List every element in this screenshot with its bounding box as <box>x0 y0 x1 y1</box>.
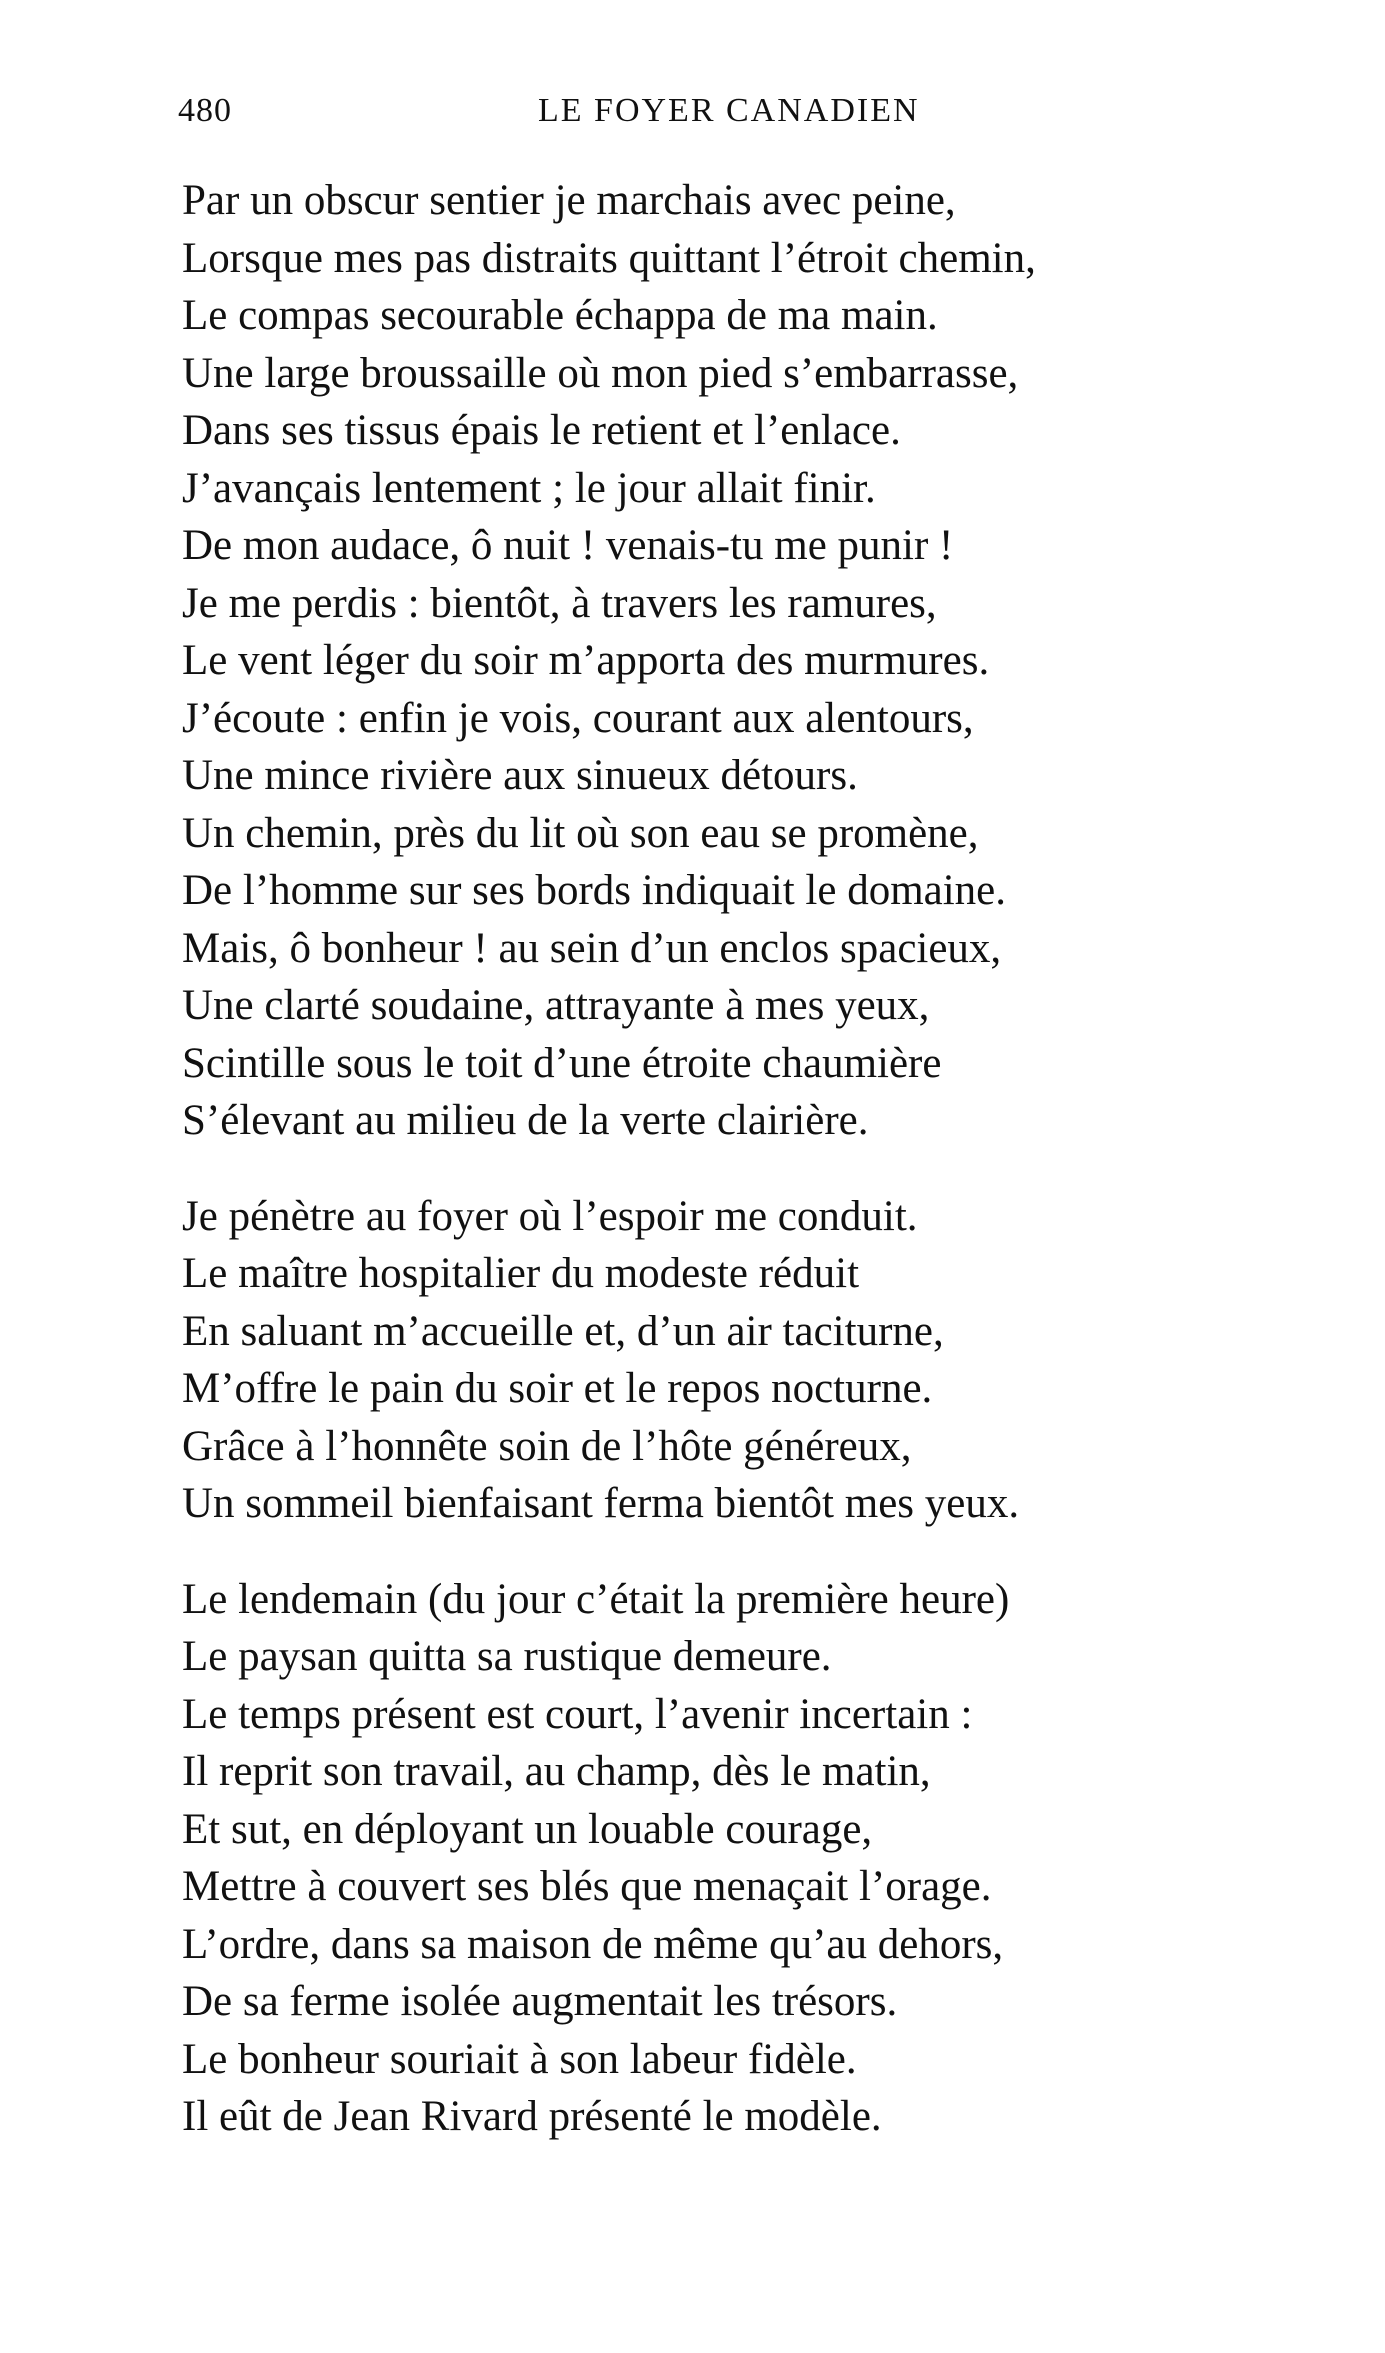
verse-line: Je pénètre au foyer où l’espoir me conduit. <box>182 1192 918 1240</box>
verse-line: Le temps présent est court, l’avenir incertain : <box>182 1690 973 1738</box>
verse-line: De l’homme sur ses bords indiquait le domaine. <box>182 867 1007 914</box>
verse-line: Dans ses tissus épais le retient et l’enlace. <box>182 407 901 454</box>
running-title: LE FOYER CANADIEN <box>538 92 920 129</box>
verse-line: Une clarté soudaine, attrayante à mes yeux, <box>182 982 930 1029</box>
verse-line: De mon audace, ô nuit ! venais-tu me punir ! <box>182 522 954 569</box>
stanza-2 <box>182 1188 1302 1533</box>
verse-line: J’écoute : enfin je vois, courant aux alentours, <box>182 694 974 742</box>
verse-line: Grâce à l’honnête soin de l’hôte généreux, <box>182 1422 912 1470</box>
verse-line: Une large broussaille où mon pied s’embarrasse, <box>182 349 1019 397</box>
verse-line: Le bonheur souriait à son labeur fidèle. <box>182 2035 857 2083</box>
page-number: 480 <box>178 92 232 129</box>
verse-line: Scintille sous le toit d’une étroite chaumière <box>182 1039 942 1087</box>
verse-line: Le lendemain (du jour c’était la première heure) <box>182 1575 1010 1623</box>
verse-line: Un sommeil bienfaisant ferma bientôt mes yeux. <box>182 1480 1020 1527</box>
verse-line: Le maître hospitalier du modeste réduit <box>182 1250 860 1297</box>
verse-line: Il eût de Jean Rivard présenté le modèle. <box>182 2093 882 2140</box>
verse-line: En saluant m’accueille et, d’un air taciturne, <box>182 1307 944 1355</box>
running-head <box>178 92 1198 142</box>
verse-line: Une mince rivière aux sinueux détours. <box>182 752 858 799</box>
verse-line: Le compas secourable échappa de ma main. <box>182 292 938 339</box>
verse-line: De sa ferme isolée augmentait les trésors. <box>182 1978 898 2025</box>
verse-line: Mettre à couvert ses blés que menaçait l’orage. <box>182 1863 992 1910</box>
poem <box>182 172 1302 2146</box>
verse-line: Le vent léger du soir m’apporta des murmures. <box>182 637 990 684</box>
verse-line: Par un obscur sentier je marchais avec peine, <box>182 177 956 224</box>
verse-line: Lorsque mes pas distraits quittant l’étroit chemin, <box>182 234 1036 282</box>
verse-line: Il reprit son travail, au champ, dès le matin, <box>182 1748 931 1795</box>
stanza-1 <box>182 172 1302 1150</box>
verse-line: Et sut, en déployant un louable courage, <box>182 1805 873 1853</box>
verse-line: S’élevant au milieu de la verte clairière. <box>182 1097 869 1144</box>
verse-line: Mais, ô bonheur ! au sein d’un enclos spacieux, <box>182 924 1002 972</box>
verse-line: M’offre le pain du soir et le repos nocturne. <box>182 1365 933 1412</box>
verse-line: L’ordre, dans sa maison de même qu’au dehors, <box>182 1920 1004 1968</box>
verse-line: Je me perdis : bientôt, à travers les ramures, <box>182 579 937 627</box>
stanza-3 <box>182 1571 1302 2146</box>
verse-line: Un chemin, près du lit où son eau se promène, <box>182 809 979 857</box>
verse-line: J’avançais lentement ; le jour allait finir. <box>182 464 876 512</box>
verse-line: Le paysan quitta sa rustique demeure. <box>182 1633 832 1680</box>
